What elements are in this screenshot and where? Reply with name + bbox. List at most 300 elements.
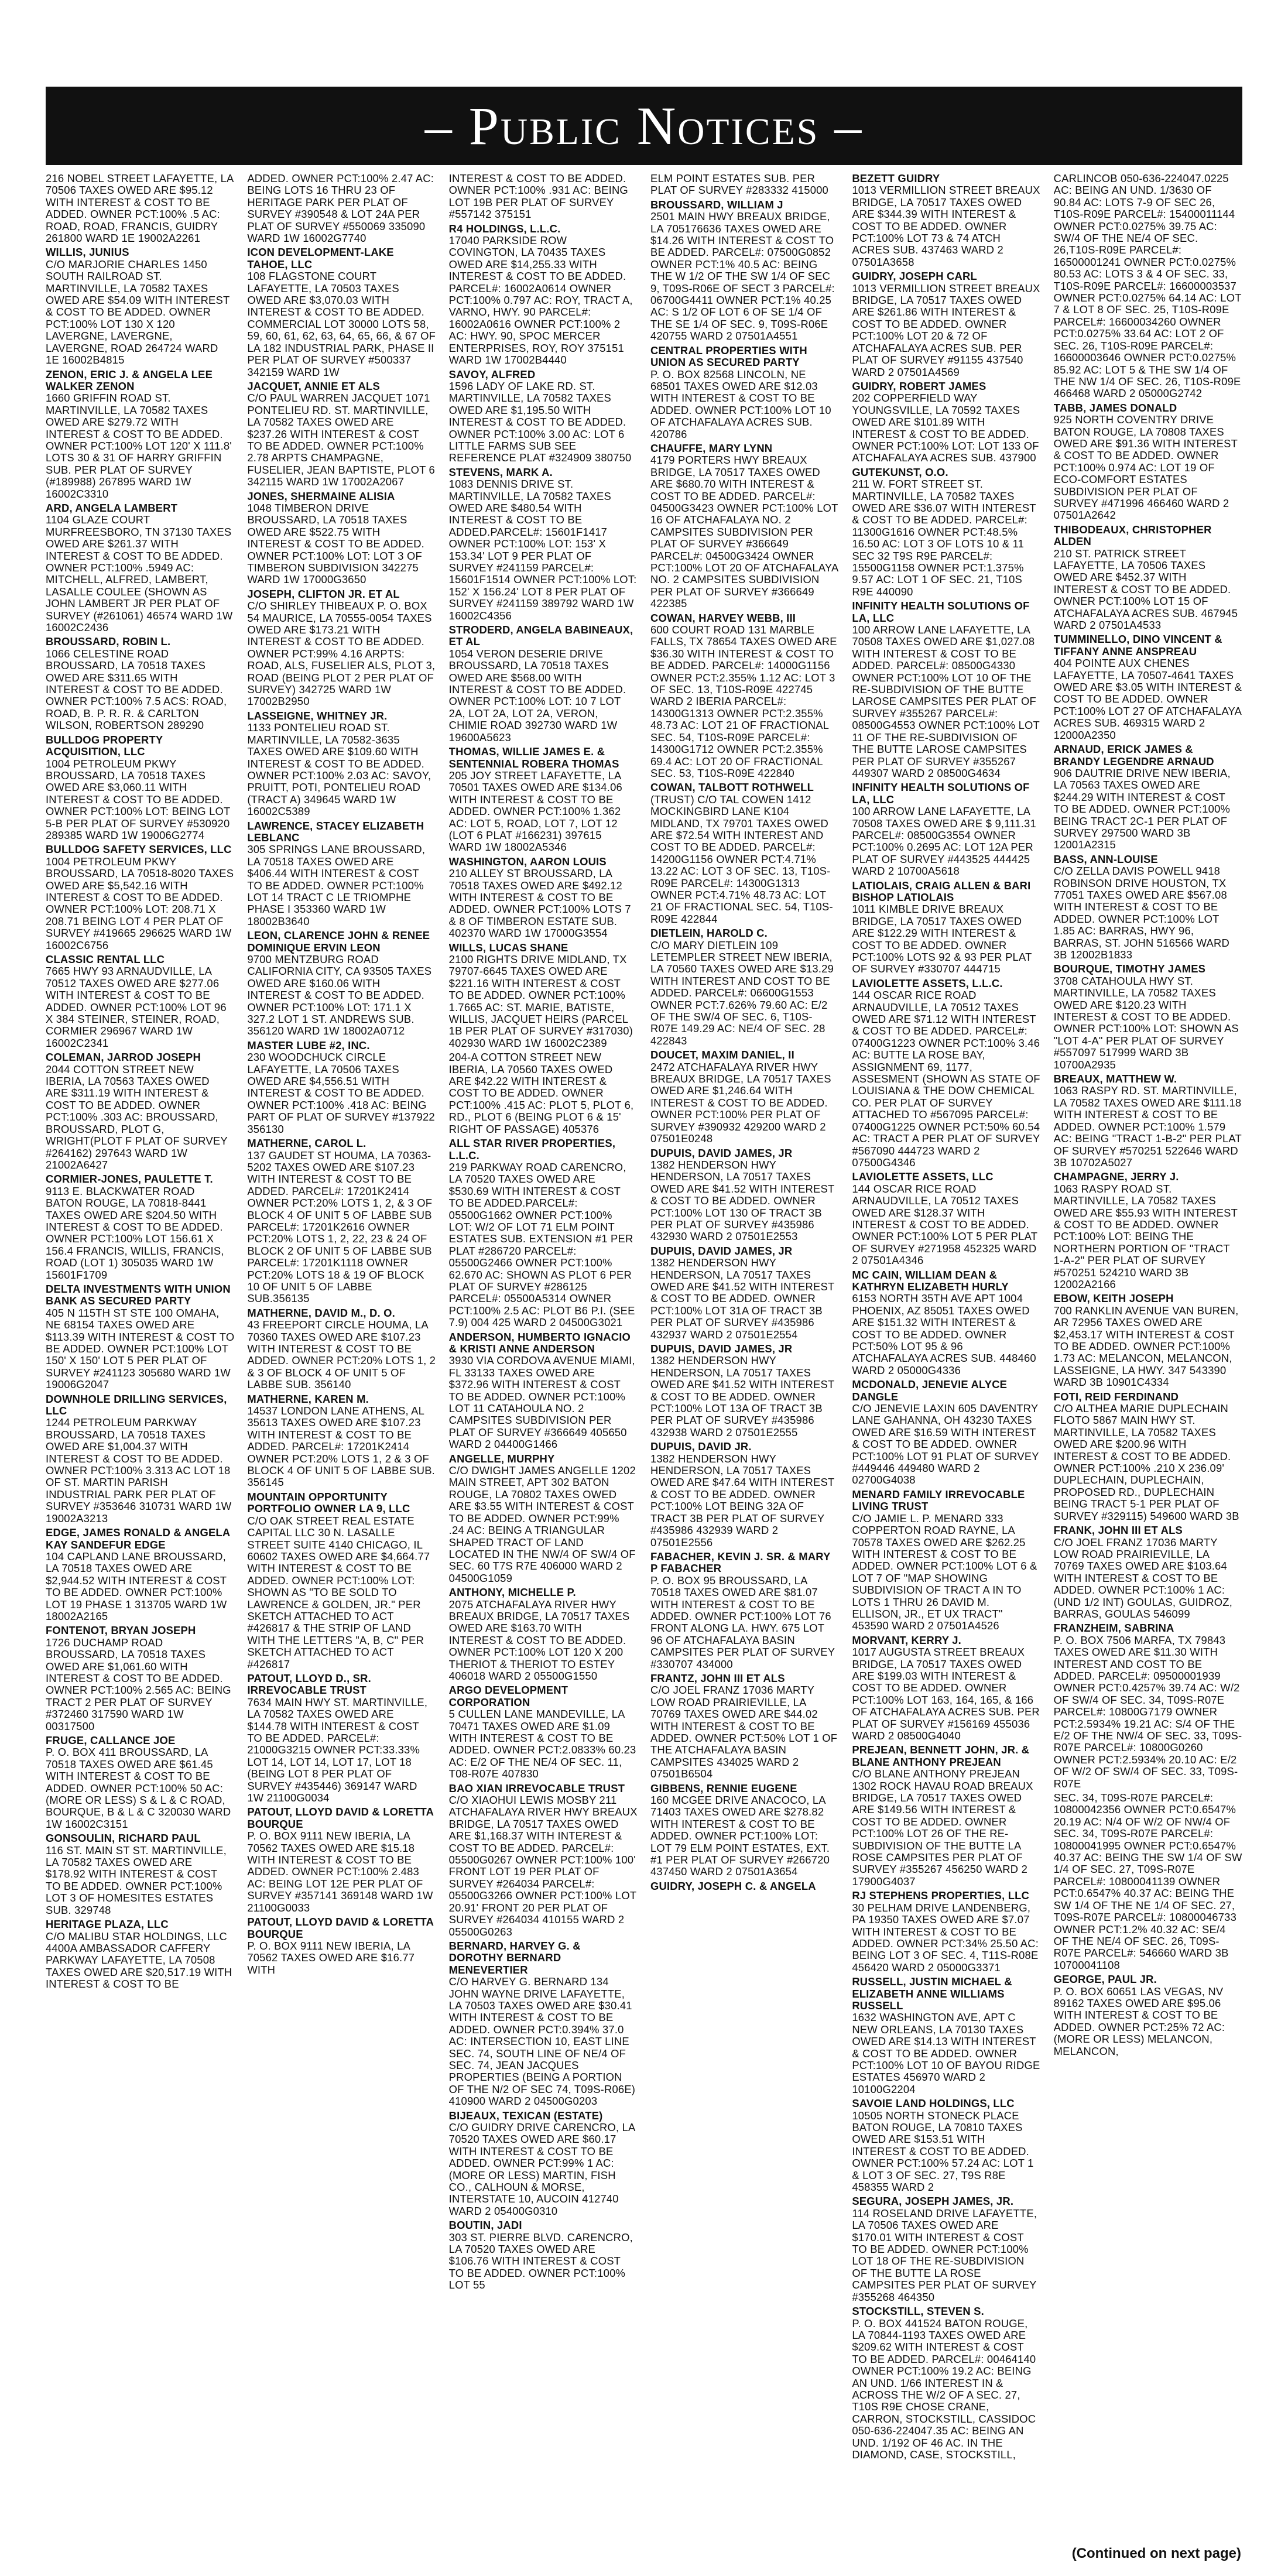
notice-owner-name: LATIOLAIS, CRAIG ALLEN & BARI BISHOP LATIOLAIS [852, 879, 1031, 903]
notice-entry [650, 1880, 839, 1892]
notice-body: 1382 HENDERSON HWY HENDERSON, LA 70517 TAXES OWED ARE $41.52 WITH INTEREST & COST TO BE ADDED. OWNER PCT:100% LOT 31A OF TRACT 3B PER PLAT OF SURVEY #435986 432937 WARD 2 07501E2554 [650, 1256, 835, 1341]
notice-entry [247, 1806, 436, 1914]
notice-entry [449, 1331, 638, 1451]
notice-body: 100 ARROW LANE LAFAYETTE, LA 70508 TAXES OWED ARE $ 9,111.31 PARCEL#: 08500G3554 OWNER PCT:100% 0.2695 AC: LOT 12A PER PLAT OF SURVEY #443525 444425 WARD 2 10700A5618 [852, 805, 1036, 878]
notice-entry [247, 173, 436, 244]
notice-entry [1054, 1792, 1242, 1971]
notice-entry [46, 734, 234, 842]
notice-owner-name: GUIDRY, JOSEPH C. & ANGELA [650, 1879, 816, 1892]
notice-body: C/O BLANE ANTHONY PREJEAN 1302 ROCK HAVAU ROAD BREAUX BRIDGE, LA 70517 TAXES OWED ARE $149.56 WITH INTEREST & COST TO BE ADDED. OWNER PCT:100% LOT 26 OF THE RE-SUBDIVISION OF THE BUTTE LA ROSE CAMPSITES PER PLAT OF SURVEY #355267 456250 WARD 2 17900G4037 [852, 1767, 1033, 1888]
notice-body: C/O JOEL FRANZ 17036 MARTY LOW ROAD PRAIRIEVILLE, LA 70769 TAXES OWED ARE $103.64 WITH INTEREST & COST TO BE ADDED. OWNER PCT:100% 1 AC: (UND 1/2 INT) GOULAS, GUIDROZ, BARRAS, GOULAS 546099 [1053, 1536, 1233, 1620]
notice-entry [46, 1283, 234, 1391]
notice-entry [1054, 1622, 1242, 1790]
notice-entry [247, 1040, 436, 1135]
notice-owner-name: BOURQUE, TIMOTHY JAMES [1053, 962, 1206, 975]
notice-body: 700 RANKLIN AVENUE VAN BUREN, AR 72956 TAXES OWED ARE $2,453.17 WITH INTEREST & COST TO BE ADDED. OWNER PCT:100% 1.73 AC: MELANCON, MELANCON, LASSEIGNE, LA HWY. 347 543390 WARD 3B 10901C4334 [1053, 1304, 1239, 1389]
notice-entry [46, 1393, 234, 1525]
notice-entry [449, 856, 638, 940]
notice-body: C/O ZELLA DAVIS POWELL 9418 ROBINSON DRIVE HOUSTON, TX 77051 TAXES OWED ARE $567.08 WITH INTEREST & COST TO BE ADDED. OWNER PCT:100% LOT 1.85 AC: BARRAS, HWY 96, BARRAS, ST. JOHN 516566 WARD 3B 12002B1833 [1053, 865, 1229, 961]
notice-body: 1004 PETROLEUM PKWY BROUSSARD, LA 70518 TAXES OWED ARE $3,060.11 WITH INTEREST & COST TO BE ADDED. OWNER PCT:100% LOT: BEING LOT 5-B PER PLAT OF SURVEY #530920 289385 WARD 1W 19006G2774 [46, 757, 231, 841]
notice-owner-name: BULLDOG SAFETY SERVICES, LLC [46, 843, 232, 856]
notice-body: 1066 CELESTINE ROAD BROUSSARD, LA 70518 TAXES OWED ARE $311.65 WITH INTEREST & COST TO BE ADDED. OWNER PCT:100% 7.5 ACS: ROAD, ROAD, B. P. R. R. & CARLTON WILSON, ROBERTSON 289290 [46, 647, 227, 732]
notice-owner-name: FRUGE, CALLANCE JOE [46, 1734, 176, 1746]
notice-body: 1054 VERON DESERIE DRIVE BROUSSARD, LA 70518 TAXES OWED ARE $568.00 WITH INTEREST & COST TO BE ADDED. OWNER PCT:100% LOT: 10 7 LOT 2A, LOT 2A, LOT 2A, VERON, CHIMIE ROAD 392730 WARD 1W 19600A5623 [448, 647, 626, 744]
notice-body: 144 OSCAR RICE ROAD ARNAUDVILLE, LA 70512 TAXES OWED ARE $71.12 WITH INTEREST & COST TO BE ADDED. PARCEL#: 07400G1223 OWNER PCT:100% 3.46 AC: BUTTE LA ROSE BAY, ASSIGNMENT 69, 1177, ASSESMENT (SHOWN AS STATE OF LOUISIANA & THE DOW CHEMICAL CO. PER PLAT OF SURVEY ATTACHED TO #567095 PARCEL#: 07400G1225 OWNER PCT:50% 60.54 AC: TRACT A PER PLAT OF SURVEY #567090 444723 WARD 2 07500G4346 [852, 989, 1040, 1169]
column-3 [449, 173, 638, 2544]
notice-entry [449, 1684, 638, 1780]
notice-owner-name: EDGE, JAMES RONALD & ANGELA KAY SANDEFUR EDGE [46, 1526, 230, 1551]
notice-body: 30 PELHAM DRIVE LANDENBERG, PA 19350 TAXES OWED ARE $7.07 WITH INTEREST & COST TO BE ADDED. OWNER PCT:34% 25.50 AC: BEING LOT 3 OF SEC. 4, T11S-R08E 456420 WARD 2 05000G3371 [852, 1901, 1039, 1974]
notice-owner-name: GEORGE, PAUL JR. [1053, 1973, 1157, 1986]
notice-owner-name: FRANK, JOHN III ET ALS [1053, 1524, 1183, 1537]
notice-owner-name: ANDERSON, HUMBERTO IGNACIO & KRISTI ANNE ANDERSON [448, 1330, 631, 1355]
notice-body: 906 DAUTRIE DRIVE NEW IBERIA, LA 70563 TAXES OWED ARE $244.29 WITH INTEREST & COST TO BE ADDED. OWNER PCT:100% BEING TRACT 2C-1 PER PLAT OF SURVEY 297500 WARD 3B 12001A2315 [1053, 766, 1231, 851]
notice-body: 17040 PARKSIDE ROW COVINGTON, LA 70435 TAXES OWED ARE $14,255.33 WITH INTEREST & COST TO BE ADDED. PARCEL#: 16002A0614 OWNER PCT:100% 0.797 AC: ROY, TRACT A, VARNO, HWY. 90 PARCEL#: 16002A0616 OWNER PCT:100% 2 AC: HWY. 90, SPOC MERCER ENTERPRISES, ROY, ROY 375151 WARD 1W 17002B4440 [448, 234, 633, 366]
notice-entry [247, 1393, 436, 1489]
notice-entry [247, 588, 436, 708]
notice-owner-name: SAVOIE LAND HOLDINGS, LLC [852, 2097, 1015, 2110]
notice-owner-name: ARGO DEVELOPMENT CORPORATION [448, 1684, 568, 1708]
notice-entry [449, 942, 638, 1050]
notice-entry [247, 930, 436, 1037]
notice-entry [46, 246, 234, 366]
notice-entry [650, 1551, 839, 1670]
notice-body: 1013 VERMILLION STREET BREAUX BRIDGE, LA 70517 TAXES OWED ARE $344.39 WITH INTEREST & COST TO BE ADDED. OWNER PCT:100% LOT 73 & 74 ATCH ACRES SUB. 437463 WARD 2 07501A3658 [852, 184, 1040, 268]
notice-entry [247, 246, 436, 378]
notice-owner-name: INFINITY HEALTH SOLUTIONS OF LA, LLC [852, 600, 1030, 624]
notice-body: 216 NOBEL STREET LAFAYETTE, LA 70506 TAXES OWED ARE $95.12 WITH INTEREST & COST TO BE ADDED. OWNER PCT:100% .5 AC: ROAD, ROAD, FRANCIS, GUIDRY 261800 WARD 1E 19002A2261 [46, 173, 234, 245]
notice-body: C/O JENEVIE LAXIN 605 DAVENTRY LANE GAHANNA, OH 43230 TAXES OWED ARE $16.59 WITH INTEREST & COST TO BE ADDED. OWNER PCT:100% LOT 91 PLAT OF SURVEY #449446 449480 WARD 2 02700G4038 [852, 1402, 1039, 1486]
notice-columns [46, 173, 1242, 2544]
notice-owner-name: LAVIOLETTE ASSETS, L.L.C. [852, 977, 1003, 989]
notice-owner-name: MC CAIN, WILLIAM DEAN & KATHRYN ELIZABETH HURLY [852, 1268, 1009, 1293]
notice-body: (TRUST) C/O TAL COWEN 1412 MOCKINGBIRD LANE K104 MIDLAND, TX 79701 TAXES OWED ARE $72.54 WITH INTEREST AND COST TO BE ADDED. PARCEL#: 14200G1156 OWNER PCT:4.71% 13.22 AC: LOT 3 OF SEC. 13, T10S-R09E PARCEL#: 14300G1313 OWNER PCT:4.71% 48.73 AC: LOT 21 OF FRACTIONAL SEC. 54, T10S-R09E 422844 [650, 793, 833, 925]
notice-owner-name: FRANTZ, JOHN III ET ALS [650, 1671, 785, 1684]
notice-entry [852, 2195, 1040, 2303]
notice-body: 1632 WASHINGTON AVE, APT C NEW ORLEANS, LA 70130 TAXES OWED ARE $14.13 WITH INTEREST & COST TO BE ADDED. OWNER PCT:100% LOT 10 OF BAYOU RIDGE ESTATES 456970 WARD 2 10100G2204 [852, 2011, 1040, 2095]
notice-entry [449, 223, 638, 366]
notice-owner-name: JONES, SHERMAINE ALISIA [247, 489, 395, 502]
notice-body: C/O ALTHEA MARIE DUPLECHAIN FLOTO 5867 MAIN HWY ST. MARTINVILLE, LA 70582 TAXES OWED ARE $200.96 WITH INTEREST & COST TO BE ADDED. OWNER PCT:100% .210 X 236.09' DUPLECHAIN, DUPLECHAIN, PROPOSED RD., DUPLECHAIN BEING TRACT 5-1 PER PLAT OF SURVEY #329115) 549600 WARD 3B [1053, 1402, 1239, 1522]
notice-body: INTEREST & COST TO BE ADDED. OWNER PCT:100% .931 AC: BEING LOT 19B PER PLAT OF SURVEY #557142 375151 [448, 173, 628, 221]
notice-entry [650, 1147, 839, 1243]
notice-owner-name: COWAN, TALBOTT ROTHWELL [650, 781, 814, 794]
notice-body: 2044 COTTON STREET NEW IBERIA, LA 70563 TAXES OWED ARE $311.19 WITH INTEREST & COST TO BE ADDED. OWNER PCT:100% .303 AC: BROUSSARD, BROUSSARD, PLOT G, WRIGHT(PLOT F PLAT OF SURVEY #264162) 297643 WARD 1W 21002A6427 [46, 1063, 228, 1171]
notice-body: 205 JOY STREET LAFAYETTE, LA 70501 TAXES OWED ARE $134.06 WITH INTEREST & COST TO BE ADDED. OWNER PCT:100% 1.362 AC: LOT 5, ROAD, LOT 7, LOT 12 (LOT 6 PLAT #166231) 397615 WARD 1W 18002A5346 [448, 769, 622, 854]
notice-body: 1004 PETROLEUM PKWY BROUSSARD, LA 70518-8020 TAXES OWED ARE $5,542.16 WITH INTEREST & COST TO BE ADDED. OWNER PCT:100% LOT: 208.71 X 208.71 BEING LOT 4 PER PLAT OF SURVEY #419665 296625 WARD 1W 16002C6756 [46, 855, 234, 951]
notice-entry [46, 1919, 234, 1990]
notice-owner-name: SAVOY, ALFRED [448, 368, 536, 381]
notice-body: 137 GAUDET ST HOUMA, LA 70363-5202 TAXES OWED ARE $107.23 WITH INTEREST & COST TO BE ADDED. PARCEL#: 17201K2414 OWNER PCT:20% LOTS 1, 2, & 3 OF BLOCK 4 OF UNIT 5 OF LABBE SUB PARCEL#: 17201K2616 OWNER PCT:20% LOTS 1, 2, 22, 23 & 24 OF BLOCK 2 OF UNIT 5 OF LABBE SUB PARCEL#: 17201K1118 OWNER PCT:20% LOTS 18 & 19 OF BLOCK 10 OF UNIT 5 OF LABBE SUB.356135 [247, 1149, 433, 1305]
notice-owner-name: DUPUIS, DAVID JR. [650, 1440, 752, 1453]
notice-entry [650, 1245, 839, 1341]
notice-body: P. O. BOX 9111 NEW IBERIA, LA 70562 TAXES OWED ARE $16.77 WITH [247, 1939, 415, 1976]
notice-entry [852, 600, 1040, 779]
notice-entry [852, 1489, 1040, 1632]
notice-entry [852, 2098, 1040, 2193]
notice-owner-name: RUSSELL, JUSTIN MICHAEL & ELIZABETH ANNE WILLIAMS RUSSELL [852, 1975, 1012, 2012]
notice-owner-name: FRANZHEIM, SABRINA [1053, 1622, 1174, 1635]
notice-entry [247, 1916, 436, 1976]
notice-entry [247, 710, 436, 818]
notice-body: 108 FLAGSTONE COURT LAFAYETTE, LA 70503 TAXES OWED ARE $3,070.03 WITH INTEREST & COST TO BE ADDED. COMMERCIAL LOT 30000 LOTS 58, 59, 60, 61, 62, 63, 64, 65, 66, & 67 OF LA 182 INDUSTRIAL PARK, PHASE II PER PLAT OF SURVEY #500337 342159 WARD 1W [247, 270, 436, 378]
notice-owner-name: TUMMINELLO, DINO VINCENT & TIFFANY ANNE ANSPREAU [1053, 633, 1222, 657]
notice-body: C/O MARJORIE CHARLES 1450 SOUTH RAILROAD ST. MARTINVILLE, LA 70582 TAXES OWED ARE $54.09 WITH INTEREST & COST TO BE ADDED. OWNER PCT:100% LOT 130 X 120 LAVERGNE, LAVERGNE, LAVERGNE, ROAD 264724 WARD 1E 16002B4815 [46, 258, 230, 366]
notice-body: 1382 HENDERSON HWY HENDERSON, LA 70517 TAXES OWED ARE $47.64 WITH INTEREST & COST TO BE ADDED. OWNER PCT:100% LOT BEING 32A OF TRACT 3B PER PLAT OF SURVEY #435986 432939 WARD 2 07501E2556 [650, 1452, 835, 1549]
page-title: – Public Notices – [424, 96, 864, 156]
notice-owner-name: ARD, ANGELA LAMBERT [46, 501, 178, 514]
notice-body: C/O PAUL WARREN JACQUET 1071 PONTELIEU RD. ST. MARTINVILLE, LA 70582 TAXES OWED ARE $237.26 WITH INTEREST & COST TO BE ADDED. OWNER PCT:100% 2.78 ARPTS CHAMPAGNE, FUSELIER, JEAN BAPTISTE, PLOT 6 342115 WARD 1W 17002A2067 [247, 392, 435, 488]
notice-entry [650, 612, 839, 780]
notice-entry [852, 467, 1040, 598]
notice-body: C/O SHIRLEY THIBEAUX P. O. BOX 54 MAURICE, LA 70555-0054 TAXES OWED ARE $173.21 WITH INTEREST & COST TO BE ADDED. OWNER PCT:99% 4.16 ARPTS: ROAD, ALS, FUSELIER ALS, PLOT 3, ROAD (BEING PLOT 2 PER PLAT OF SURVEY) 342725 WARD 1W 17002B2950 [247, 600, 436, 708]
notice-entry [650, 173, 839, 197]
notice-entry [1054, 524, 1242, 632]
notice-owner-name: CLASSIC RENTAL LLC [46, 953, 165, 965]
notice-body: CARLINCOB 050-636-224047.0225 AC: BEING AN UND. 1/3630 OF 90.84 AC: LOTS 7-9 OF SEC 26, T10S-R09E PARCEL#: 15400011144 OWNER PCT:0.0275% 39.75 AC: SW/4 OF THE NE/4 OF SEC. 26,T10S-R09E PARCEL#: 16500001241 OWNER PCT:0.0275% 80.53 AC: LOTS 3 & 4 OF SEC. 33, T10S-R09E PARCEL#: 16600003537 OWNER PCT:0.0275% 64.14 AC: LOT 7 & LOT 8 OF SEC. 25, T10S-R09E PARCEL#: 16600034260 OWNER PCT:0.0275% 33.64 AC: LOT 2 OF SEC. 26, T10S-R09E PARCEL#: 16600003646 OWNER PCT:0.0275% 85.92 AC: LOT 5 & THE SW 1/4 OF THE NW 1/4 OF SEC. 26, T10S-R09E 466468 WARD 2 05000G2742 [1053, 173, 1242, 400]
notice-owner-name: DIETLEIN, HAROLD C. [650, 927, 768, 940]
notice-body: 1083 DENNIS DRIVE ST. MARTINVILLE, LA 70582 TAXES OWED ARE $480.54 WITH INTEREST & COST TO BE ADDED.PARCEL#: 15601F1417 OWNER PCT:100% LOT: 153' X 153.34' LOT 9 PER PLAT OF SURVEY #241159 PARCEL#: 15601F1514 OWNER PCT:100% LOT: 152' X 156.24' LOT 8 PER PLAT OF SURVEY #241159 389792 WARD 1W 16002C4356 [448, 478, 637, 622]
notice-entry [46, 1051, 234, 1171]
notice-owner-name: PATOUT, LLOYD DAVID & LORETTA BOURQUE [247, 1916, 434, 1940]
notice-owner-name: LEON, CLARENCE JOHN & RENEE DOMINIQUE ERVIN LEON [247, 929, 430, 954]
notice-entry [449, 624, 638, 744]
notice-owner-name: ZENON, ERIC J. & ANGELA LEE WALKER ZENON [46, 368, 213, 392]
notice-entry [449, 1587, 638, 1682]
notice-body: 1382 HENDERSON HWY HENDERSON, LA 70517 TAXES OWED ARE $41.52 WITH INTEREST & COST TO BE ADDED. OWNER PCT:100% LOT 130 OF TRACT 3B PER PLAT OF SURVEY #435986 432930 WARD 2 07501E2553 [650, 1158, 835, 1243]
notice-body: 7665 HWY 93 ARNAUDVILLE, LA 70512 TAXES OWED ARE $277.06 WITH INTEREST & COST TO BE ADDED. OWNER PCT:100% LOT 96 X 384 STEINER, STEINER, ROAD, CORMIER 296967 WARD 1W 16002C2341 [46, 965, 227, 1049]
notice-entry [1054, 1974, 1242, 2057]
notice-entry [247, 1491, 436, 1670]
notice-owner-name: THOMAS, WILLIE JAMES E. & SENTENNIAL ROBERA THOMAS [448, 745, 619, 770]
notice-owner-name: RJ STEPHENS PROPERTIES, LLC [852, 1889, 1030, 1902]
notice-entry [247, 491, 436, 586]
notice-body: 3708 CATAHOULA HWY ST. MARTINVILLE, LA 70582 TAXES OWED ARE $120.23 WITH INTEREST & COST TO BE ADDED. OWNER PCT:100% LOT: SHOWN AS "LOT 4-A" PER PLAT OF SURVEY #557097 517999 WARD 3B 10700A2935 [1053, 974, 1239, 1071]
notice-owner-name: BEZETT GUIDRY [852, 173, 940, 184]
notice-owner-name: PATOUT, LLOYD D., SR. IRREVOCABLE TRUST [247, 1671, 371, 1697]
notice-entry [1054, 963, 1242, 1071]
notice-entry [1054, 1293, 1242, 1388]
notice-owner-name: LAWRENCE, STACEY ELIZABETH LEBLANC [247, 819, 424, 844]
notice-entry [449, 1783, 638, 1938]
notice-owner-name: MCDONALD, JENEVIE ALYCE DANGLE [852, 1378, 1008, 1403]
notice-body: P. O. BOX 9111 NEW IBERIA, LA 70562 TAXES OWED ARE $15.18 WITH INTEREST & COST TO BE ADDED. OWNER PCT:100% 2.483 AC: BEING LOT 12E PER PLAT OF SURVEY #357141 369148 WARD 1W 21100G0033 [247, 1830, 433, 1914]
notice-entry [852, 978, 1040, 1169]
notice-entry [247, 1673, 436, 1804]
notice-entry [1054, 1525, 1242, 1620]
notice-entry [1054, 854, 1242, 961]
notice-body: 14537 LONDON LANE ATHENS, AL 35613 TAXES OWED ARE $107.23 WITH INTEREST & COST TO BE ADDED. PARCEL#: 17201K2414 OWNER PCT:20% LOTS 1, 2 & 3 OF BLOCK 4 OF UNIT 5 OF LABBE SUB. 356145 [247, 1405, 435, 1489]
notice-owner-name: GUTEKUNST, O.O. [852, 465, 948, 478]
notice-entry [650, 443, 839, 610]
notice-owner-name: EBOW, KEITH JOSEPH [1053, 1292, 1174, 1305]
notice-entry [46, 369, 234, 500]
notice-owner-name: JOSEPH, CLIFTON JR. ET AL [247, 587, 400, 600]
notice-body: 230 WOODCHUCK CIRCLE LAFAYETTE, LA 70506 TAXES OWED ARE $4,556.51 WITH INTEREST & COST TO BE ADDED. OWNER PCT:100% .418 AC: BEING PART OF PLAT OF SURVEY #137922 356130 [247, 1051, 435, 1135]
notice-entry [247, 381, 436, 488]
notice-entry [1054, 173, 1242, 400]
column-1 [46, 173, 234, 2544]
notice-body: 1726 DUCHAMP ROAD BROUSSARD, LA 70518 TAXES OWED ARE $1,061.60 WITH INTEREST & COST TO BE ADDED. OWNER PCT:100% 2.565 AC: BEING TRACT 2 PER PLAT OF SURVEY #372460 317590 WARD 1W 00317500 [46, 1636, 231, 1732]
notice-entry [852, 1171, 1040, 1266]
notice-owner-name: THIBODEAUX, CHRISTOPHER ALDEN [1053, 523, 1212, 548]
notice-entry [650, 345, 839, 440]
notice-owner-name: DOWNHOLE DRILLING SERVICES, LLC [46, 1392, 227, 1417]
notice-entry [650, 1049, 839, 1145]
notice-entry [449, 1138, 638, 1329]
notice-entry [852, 1976, 1040, 2095]
notice-body: 1011 KIMBLE DRIVE BREAUX BRIDGE, LA 70517 TAXES OWED ARE $122.29 WITH INTEREST & COST TO BE ADDED. OWNER PCT:100% LOTS 92 & 93 PER PLAT OF SURVEY #330707 444715 [852, 903, 1032, 975]
notice-owner-name: WILLS, LUCAS SHANE [448, 941, 568, 954]
notice-entry [247, 820, 436, 928]
notice-entry [650, 1343, 839, 1438]
notice-entry [650, 927, 839, 1047]
notice-entry [46, 844, 234, 951]
notice-entry [1054, 1171, 1242, 1290]
notice-owner-name: STOCKSTILL, STEVEN S. [852, 2305, 984, 2318]
notice-owner-name: SEGURA, JOSEPH JAMES, JR. [852, 2195, 1014, 2208]
notice-entry [247, 1138, 436, 1305]
notice-owner-name: PATOUT, LLOYD DAVID & LORETTA BOURQUE [247, 1806, 434, 1830]
notice-entry [46, 1735, 234, 1830]
notice-owner-name: PREJEAN, BENNETT JOHN, JR. & BLANE ANTHONY PREJEAN [852, 1743, 1030, 1768]
notice-body: 43 FREEPORT CIRCLE HOUMA, LA 70360 TAXES OWED ARE $107.23 WITH INTEREST & COST TO BE ADDED. OWNER PCT:20% LOTS 1, 2 & 3 OF BLOCK 4 OF UNIT 5 OF LABBE SUB. 356140 [247, 1318, 436, 1391]
notice-body: C/O OAK STREET REAL ESTATE CAPITAL LLC 30 N. LASALLE STREET SUITE 4140 CHICAGO, IL 60602 TAXES OWED ARE $4,664.77 WITH INTEREST & COST TO BE ADDED. OWNER PCT:100% LOT: SHOWN AS "TO BE SOLD TO LAWRENCE & GOLDEN, JR." PER SKETCH ATTACHED TO ACT #426817 & THE STRIP OF LAND WITH THE LETTERS "A, B, C" PER SKETCH ATTACHED TO ACT #426817 [247, 1514, 430, 1670]
notice-owner-name: MASTER LUBE #2, INC. [247, 1039, 370, 1051]
notice-entry [650, 1441, 839, 1549]
notice-body: 404 POINTE AUX CHENES LAFAYETTE, LA 70507-4641 TAXES OWED ARE $3.05 WITH INTEREST & COST TO BE ADDED. OWNER PCT:100% LOT 27 OF ATCHAFALAYA ACRES SUB. 469315 WARD 2 12000A2350 [1053, 657, 1242, 741]
notice-body: C/O JOEL FRANZ 17036 MARTY LOW ROAD PRAIRIEVILLE, LA 70769 TAXES OWED ARE $44.02 WITH INTEREST & COST TO BE ADDED. OWNER PCT:50% LOT 1 OF THE ATCHAFALAYA BASIN CAMPSITES 434025 WARD 2 07501B6504 [650, 1684, 838, 1780]
notice-body: 600 COURT ROAD 131 MARBLE FALLS, TX 78654 TAXES OWED ARE $36.30 WITH INTEREST & COST TO BE ADDED. PARCEL#: 14000G1156 OWNER PCT:2.355% 1.12 AC: LOT 3 OF SEC. 13, T10S-R09E 422745 WARD 2 IBERIA PARCEL#: 14300G1313 OWNER PCT:2.355% 48.73 AC: LOT 21 OF FRACTIONAL SEC. 54, T10S-R09E PARCEL#: 14300G1712 OWNER PCT:2.355% 69.4 AC: LOT 20 OF FRACTIONAL SEC. 53, T10S-R09E 422840 [650, 624, 837, 779]
notice-body: C/O DWIGHT JAMES ANGELLE 1202 MAIN STREET, APT 302 BATON ROUGE, LA 70802 TAXES OWED ARE $3.55 WITH INTEREST & COST TO BE ADDED. OWNER PCT:99% .24 AC: BEING A TRIANGULAR SHAPED TRACT OF LAND LOCATED IN THE NW/4 OF SW/4 OF SEC. 60 T7S R7E 406000 WARD 2 04500G1059 [448, 1464, 636, 1584]
notice-body: 204-A COTTON STREET NEW IBERIA, LA 70560 TAXES OWED ARE $42.22 WITH INTEREST & COST TO BE ADDED. OWNER PCT:100% .415 AC: PLOT 5, PLOT 6, RD., PLOT 6 (BEING PLOT 6 & 15' RIGHT OF PASSAGE) 405376 [448, 1051, 634, 1135]
notice-owner-name: ANTHONY, MICHELLE P. [448, 1586, 576, 1599]
notice-owner-name: FOTI, REID FERDINAND [1053, 1390, 1179, 1403]
notice-body: P. O. BOX 60651 LAS VEGAS, NV 89162 TAXES OWED ARE $95.06 WITH INTEREST & COST TO BE ADDED. OWNER PCT:25% 72 AC: (MORE OR LESS) MELANCON, MELANCON, [1053, 1985, 1225, 2057]
notice-entry [449, 2219, 638, 2291]
notice-body: 2100 RIGHTS DRIVE MIDLAND, TX 79707-6645 TAXES OWED ARE $221.16 WITH INTEREST & COST TO BE ADDED. OWNER PCT:100% 1.7665 AC: ST. MARIE, BATISTE, WILLIS, JACQUET HEIRS (PARCEL 1B PER PLAT OF SURVEY #317030) 402930 WARD 1W 16002C2389 [448, 953, 633, 1049]
notice-entry [46, 1173, 234, 1281]
notice-entry [449, 467, 638, 622]
notice-entry [449, 2110, 638, 2218]
notice-owner-name: DOUCET, MAXIM DANIEL, II [650, 1049, 794, 1061]
notice-body: C/O HARVEY G. BERNARD 134 JOHN WAYNE DRIVE LAFAYETTE, LA 70503 TAXES OWED ARE $30.41 WITH INTEREST & COST TO BE ADDED. OWNER PCT:0.394% 37.0 AC: INTERSECTION 10, EAST LINE SEC. 74, SOUTH LINE OF NE/4 OF SEC. 74, JEAN JACQUES PROPERTIES (BEING A PORTION OF THE N/2 OF SEC 74, T09S-R06E) 410900 WARD 2 04500G0203 [448, 1975, 636, 2108]
notice-entry [650, 782, 839, 925]
notice-owner-name: MATHERNE, CAROL L. [247, 1137, 366, 1150]
notice-body: 144 OSCAR RICE ROAD ARNAUDVILLE, LA 70512 TAXES OWED ARE $128.37 WITH INTEREST & COST TO BE ADDED. OWNER PCT:100% LOT 5 PER PLAT OF SURVEY #271958 452325 WARD 2 07501A4346 [852, 1182, 1037, 1267]
notice-entry [852, 173, 1040, 268]
notice-owner-name: MOUNTAIN OPPORTUNITY PORTFOLIO OWNER LA 9, LLC [247, 1490, 410, 1515]
notice-entry [1054, 744, 1242, 851]
notice-owner-name: BAO XIAN IRREVOCABLE TRUST [448, 1782, 625, 1794]
notice-body: 1244 PETROLEUM PARKWAY BROUSSARD, LA 70518 TAXES OWED ARE $1,004.37 WITH INTEREST & COST TO BE ADDED. OWNER PCT:100% 3.313 AC LOT 18 OF ST. MARTIN PARISH INDUSTRIAL PARK PER PLAT OF SURVEY #353646 310731 WARD 1W 19002A3213 [46, 1416, 232, 1525]
notice-body: 211 W. FORT STREET ST. MARTINVILLE, LA 70582 TAXES OWED ARE $36.07 WITH INTEREST & COST TO BE ADDED. PARCEL#: 11300G1616 OWNER PCT:48.5% 16.50 AC: LOT 3 OF LOTS 10 & 11 SEC 32 T9S R9E PARCEL#: 15500G1158 OWNER PCT:1.375% 9.57 AC: LOT 1 OF SEC. 21, T10S R9E 440090 [852, 478, 1036, 598]
notice-body: C/O XIAOHUI LEWIS MOSBY 211 ATCHAFALAYA RIVER HWY BREAUX BRIDGE, LA 70517 TAXES OWED ARE $1,168.37 WITH INTEREST & COST TO BE ADDED. PARCEL#: 05500G0267 OWNER PCT:100% 100' FRONT LOT 19 PER PLAT OF SURVEY #264034 PARCEL#: 05500G3266 OWNER PCT:100% LOT 20.91' FRONT 20 PER PLAT OF SURVEY #264034 410155 WARD 2 05500G0263 [448, 1794, 638, 1938]
notice-body: 1017 AUGUSTA STREET BREAUX BRIDGE, LA 70517 TAXES OWED ARE $199.03 WITH INTEREST & COST TO BE ADDED. OWNER PCT:100% LOT 163, 164, 165, & 166 OF ATCHAFALAYA ACRES SUB. PER PLAT OF SURVEY #156169 455036 WARD 2 08500G4040 [852, 1646, 1040, 1742]
notice-entry [650, 1673, 839, 1780]
notice-body: 1013 VERMILLION STREET BREAUX BRIDGE, LA 70517 TAXES OWED ARE $261.86 WITH INTEREST & COST TO BE ADDED. OWNER PCT:100% LOT 20 & 72 OF ATCHAFALAYA ACRES SUB. PER PLAT OF SURVEY #91155 437540 WARD 2 07501A4569 [852, 282, 1040, 378]
column-6 [1054, 173, 1242, 2544]
notice-body: P. O. BOX 82568 LINCOLN, NE 68501 TAXES OWED ARE $12.03 WITH INTEREST & COST TO BE ADDED. OWNER PCT:100% LOT 10 OF ATCHAFALAYA ACRES SUB. 420786 [650, 368, 831, 440]
notice-owner-name: MATHERNE, DAVID M., D. O. [247, 1306, 395, 1319]
notice-entry [449, 1940, 638, 2108]
notice-body: 1660 GRIFFIN ROAD ST. MARTINVILLE, LA 70582 TAXES OWED ARE $279.72 WITH INTEREST & COST TO BE ADDED. OWNER PCT:100% LOT 120' X 111.8' LOTS 30 & 31 OF HARRY GRIFFIN SUB. PER PLAT OF SURVEY (#189988) 267895 WARD 1W 16002C3310 [46, 392, 232, 500]
notice-entry [852, 1379, 1040, 1486]
notice-owner-name: TABB, JAMES DONALD [1053, 401, 1177, 414]
notice-body: 210 ST. PATRICK STREET LAFAYETTE, LA 70506 TAXES OWED ARE $452.37 WITH INTEREST & COST TO BE ADDED. OWNER PCT:100% LOT 15 OF ATCHAFALAYA ACRES SUB. 467945 WARD 2 07501A4533 [1053, 547, 1238, 632]
notice-owner-name: CENTRAL PROPERTIES WITH UNION AS SECURED PARTY [650, 344, 807, 369]
notice-body: 9113 E. BLACKWATER ROAD BATON ROUGE, LA 70818-8441 TAXES OWED ARE $204.50 WITH INTEREST & COST TO BE ADDED. OWNER PCT:100% LOT 156.61 X 156.4 FRANCIS, WILLIS, FRANCIS, ROAD (LOT 1) 305035 WARD 1W 15601F1709 [46, 1184, 224, 1281]
notice-owner-name: STRODERD, ANGELA BABINEAUX, ET AL [448, 624, 633, 648]
notice-body: 405 N 115TH ST STE 100 OMAHA, NE 68154 TAXES OWED ARE $113.39 WITH INTEREST & COST TO BE ADDED. OWNER PCT:100% LOT 150' X 150' LOT 5 PER PLAT OF SURVEY #241123 305680 WARD 1W 19006G2047 [46, 1306, 235, 1391]
notice-body: 1063 RASPY RD. ST. MARTINVILLE, LA 70582 TAXES OWED ARE $111.18 WITH INTEREST & COST TO BE ADDED. OWNER PCT:100% 1.579 AC: BEING "TRACT 1-B-2" PER PLAT OF SURVEY #570251 522646 WARD 3B 10702A5027 [1053, 1084, 1242, 1169]
notice-body: 1596 LADY OF LAKE RD. ST. MARTINVILLE, LA 70582 TAXES OWED ARE $1,195.50 WITH INTEREST & COST TO BE ADDED. OWNER PCT:100% 3.00 AC: LOT 6 LITTLE FARMS SUB SEE REFERENCE PLAT #324909 380750 [448, 379, 632, 464]
notice-body: 210 ALLEY ST BROUSSARD, LA 70518 TAXES OWED ARE $492.12 WITH INTEREST & COST TO BE ADDED. OWNER PCT:100% LOTS 7 & 8 OF TIMBERON ESTATE SUB. 402370 WARD 1W 17000G3554 [448, 867, 631, 940]
notice-owner-name: INFINITY HEALTH SOLUTIONS OF LA, LLC [852, 781, 1030, 806]
notice-entry [1054, 1073, 1242, 1169]
notice-owner-name: R4 HOLDINGS, L.L.C. [448, 222, 561, 235]
notice-body: C/O MALIBU STAR HOLDINGS, LLC 4400A AMBASSADOR CAFFERY PARKWAY LAFAYETTE, LA 70508 TAXES OWED ARE $20,517.19 WITH INTEREST & COST TO BE [46, 1930, 232, 1991]
notice-body: C/O MARY DIETLEIN 109 LETEMPLER STREET NEW IBERIA, LA 70560 TAXES OWED ARE $13.29 WITH INTEREST AND COST TO BE ADDED. PARCEL#: 06600G1553 OWNER PCT:7.626% 79.60 AC: E/2 OF THE SW/4 OF SEC. 6, T10S-R07E 149.29 AC: NE/4 OF SEC. 28 422843 [650, 938, 834, 1047]
notice-owner-name: BERNARD, HARVEY G. & DOROTHY BERNARD MENEVERTIER [448, 1939, 581, 1976]
notice-body: 160 MCGEE DRIVE ANACOCO, LA 71403 TAXES OWED ARE $278.82 WITH INTEREST & COST TO BE ADDED. OWNER PCT:100% LOT: LOT 79 ELM POINT ESTATES, EXT. #1 PER PLAT OF SURVEY #266720 437450 WARD 2 07501A3654 [650, 1794, 830, 1878]
notice-owner-name: GUIDRY, JOSEPH CARL [852, 270, 977, 283]
notice-body: 114 ROSELAND DRIVE LAFAYETTE, LA 70506 TAXES OWED ARE $170.01 WITH INTEREST & COST TO BE ADDED. OWNER PCT:100% LOT 18 OF THE RE-SUBDIVISION OF THE BUTTE LA ROSE CAMPSITES PER PLAT OF SURVEY #355268 464350 [852, 2207, 1037, 2303]
notice-body: 3930 VIA CORDOVA AVENUE MIAMI, FL 33133 TAXES OWED ARE $372.96 WITH INTEREST & COST TO BE ADDED. OWNER PCT:100% LOT 11 CATAHOULA NO. 2 CAMPSITES SUBDIVISION PER PLAT OF SURVEY #366649 405650 WARD 2 04400G1466 [448, 1354, 635, 1451]
notice-body: 1382 HENDERSON HWY HENDERSON, LA 70517 TAXES OWED ARE $41.52 WITH INTEREST & COST TO BE ADDED. OWNER PCT:100% LOT 13A OF TRACT 3B PER PLAT OF SURVEY #435986 432938 WARD 2 07501E2555 [650, 1354, 835, 1438]
notice-body: 1063 RASPY ROAD ST. MARTINVILLE, LA 70582 TAXES OWED ARE $55.93 WITH INTEREST & COST TO BE ADDED. OWNER PCT:100% LOT: BEING THE NORTHERN PORTION OF "TRACT 1-A-2" PER PLAT OF SURVEY #570251 524210 WARD 3B 12002A2166 [1053, 1182, 1238, 1290]
notice-owner-name: ANGELLE, MURPHY [448, 1452, 555, 1465]
notice-entry [449, 1453, 638, 1584]
notice-owner-name: COWAN, HARVEY WEBB, III [650, 611, 796, 624]
notice-owner-name: DUPUIS, DAVID JAMES, JR [650, 1342, 793, 1355]
notice-entry [46, 1832, 234, 1916]
notice-entry [449, 369, 638, 464]
notice-entry [449, 173, 638, 221]
notice-entry [46, 502, 234, 633]
notice-body: 219 PARKWAY ROAD CARENCRO, LA 70520 TAXES OWED ARE $530.69 WITH INTEREST & COST TO BE ADDED.PARCEL#: 05500G1662 OWNER PCT:100% LOT: W/2 OF LOT 71 ELM POINT ESTATES SUB. EXTENSION #1 PER PLAT #286720 PARCEL#: 05500G2466 OWNER PCT:100% 62.670 AC: SHOWN AS PLOT 6 PER PLAT OF SURVEY #286125 PARCEL#: 05500A5314 OWNER PCT:100% 2.5 AC: PLOT B6 P.I. (SEE 7.9) 004 425 WARD 2 04500G3021 [448, 1160, 635, 1329]
notice-body: 9700 MENTZBURG ROAD CALIFORNIA CITY, CA 93505 TAXES OWED ARE $160.06 WITH INTEREST & COST TO BE ADDED. OWNER PCT:100% LOT: 171.1 X 327.2 LOT 1 ST. ANDREWS SUB. 356120 WARD 1W 18002A0712 [247, 953, 432, 1037]
notice-owner-name: GIBBENS, RENNIE EUGENE [650, 1782, 797, 1794]
notice-body: 5 CULLEN LANE MANDEVILLE, LA 70471 TAXES OWED ARE $1.09 WITH INTEREST & COST TO BE ADDED. OWNER PCT:2.0833% 60.23 AC: E/2 OF THE NE/4 OF SEC. 11, T08-R07E 407830 [448, 1708, 636, 1780]
notice-body: 2472 ATCHAFALAYA RIVER HWY BREAUX BRIDGE, LA 70517 TAXES OWED ARE $1,246.64 WITH INTEREST & COST TO BE ADDED. OWNER PCT:100% PER PLAT OF SURVEY #390932 429200 WARD 2 07501E0248 [650, 1060, 831, 1145]
notice-entry [449, 1051, 638, 1135]
notice-entry [449, 746, 638, 854]
notice-body: C/O GUIDRY DRIVE CARENCRO, LA 70520 TAXES OWED ARE $60.17 WITH INTEREST & COST TO BE ADDED. OWNER PCT:99% 1 AC: (MORE OR LESS) MARTIN, FISH CO., CALHOUN & MORSE, INTERSTATE 10, AUCOIN 412740 WARD 2 05400G0310 [448, 2121, 635, 2217]
notice-owner-name: ALL STAR RIVER PROPERTIES, L.L.C. [448, 1137, 616, 1162]
notice-body: 116 ST. MAIN ST ST. MARTINVILLE, LA 70582 TAXES OWED ARE $178.92 WITH INTEREST & COST TO BE ADDED. OWNER PCT:100% LOT 3 OF HOMESITES ESTATES SUB. 329748 [46, 1844, 227, 1916]
notice-entry [852, 381, 1040, 464]
notice-entry [46, 173, 234, 244]
notice-owner-name: DUPUIS, DAVID JAMES, JR [650, 1146, 793, 1159]
notice-body: ELM POINT ESTATES SUB. PER PLAT OF SURVEY #283332 415000 [650, 173, 828, 197]
notice-entry [852, 1635, 1040, 1742]
notice-owner-name: STEVENS, MARK A. [448, 465, 553, 478]
notice-owner-name: BULLDOG PROPERTY ACQUISITION, LLC [46, 733, 163, 758]
notice-entry [1054, 633, 1242, 741]
notice-entry [46, 1527, 234, 1622]
notice-owner-name: BROUSSARD, ROBIN L. [46, 635, 171, 648]
notice-entry [46, 954, 234, 1049]
notice-owner-name: LAVIOLETTE ASSETS, LLC [852, 1170, 994, 1183]
notice-owner-name: DUPUIS, DAVID JAMES, JR [650, 1244, 793, 1257]
notice-body: P. O. BOX 441524 BATON ROUGE, LA 70844-1193 TAXES OWED ARE $209.62 WITH INTEREST & COST TO BE ADDED. PARCEL#: 00464140 OWNER PCT:100% 19.2 AC: BEING AN UND. 1/66 INTEREST IN & ACROSS THE W/2 OF A SEC. 27, T10S R9E CHOSE CRANE, CARRON, STOCKSTILL, CASSIDOC 050-636-224047.35 AC: BEING AN UND. 1/192 OF 46 AC. IN THE DIAMOND, CASE, STOCKSTILL, [852, 2317, 1036, 2461]
notice-entry [852, 1269, 1040, 1377]
notice-entry [247, 1307, 436, 1391]
notice-body: 1048 TIMBERON DRIVE BROUSSARD, LA 70518 TAXES OWED ARE $522.75 WITH INTEREST & COST TO BE ADDED. OWNER PCT:100% LOT: LOT 3 OF TIMBERON SUBDIVISION 342275 WARD 1W 17000G3650 [247, 501, 424, 586]
notice-owner-name: CHAUFFE, MARY LYNN [650, 441, 773, 454]
notice-entry [46, 636, 234, 731]
notice-body: 2501 MAIN HWY BREAUX BRIDGE, LA 705176636 TAXES OWED ARE $14.26 WITH INTEREST & COST TO BE ADDED. PARCEL#: 07500G0852 OWNER PCT:1% 40.5 AC: BEING THE W 1/2 OF THE SW 1/4 OF SEC 9, T09S-R06E OF SECT 3 PARCEL#: 06700G4411 OWNER PCT:1% 40.25 AC: S 1/2 OF LOT 6 OF SE 1/4 OF THE SE 1/4 OF SEC. 9, T09S-R06E 420755 WARD 2 07501A4551 [650, 210, 835, 342]
notice-entry [650, 1783, 839, 1878]
notice-owner-name: JACQUET, ANNIE ET ALS [247, 379, 380, 392]
notice-owner-name: GUIDRY, ROBERT JAMES [852, 379, 986, 392]
notice-body: ADDED. OWNER PCT:100% 2.47 AC: BEING LOTS 16 THRU 23 OF HERITAGE PARK PER PLAT OF SURVEY #390548 & LOT 24A PER PLAT OF SURVEY #550069 335090 WARD 1W 16002G7740 [247, 173, 434, 245]
notice-owner-name: WASHINGTON, AARON LOUIS [448, 855, 607, 868]
notice-body: 925 NORTH COVENTRY DRIVE BATON ROUGE, LA 70808 TAXES OWED ARE $91.36 WITH INTEREST & COST TO BE ADDED. OWNER PCT:100% 0.974 AC: LOT 19 OF ECO-COMFORT ESTATES SUBDIVISION PER PLAT OF SURVEY #471996 466460 WARD 2 07501A2642 [1053, 413, 1238, 522]
notice-owner-name: DELTA INVESTMENTS WITH UNION BANK AS SECURED PARTY [46, 1282, 231, 1307]
notice-owner-name: MORVANT, KERRY J. [852, 1633, 961, 1646]
notice-owner-name: FONTENOT, BRYAN JOSEPH [46, 1624, 196, 1637]
notice-owner-name: MATHERNE, KAREN M. [247, 1392, 369, 1405]
notice-body: 7634 MAIN HWY ST. MARTINVILLE, LA 70582 TAXES OWED ARE $144.78 WITH INTEREST & COST TO BE ADDED. PARCEL#: 21000G3215 OWNER PCT:33.33% LOT 14, LOT 14, LOT 17, LOT 18 (BEING LOT 8 PER PLAT OF SURVEY #435446) 369147 WARD 1W 21100G0034 [247, 1695, 428, 1804]
continued-on-next-page: (Continued on next page) [1071, 2546, 1241, 2561]
notice-owner-name: BOUTIN, JADI [448, 2219, 522, 2232]
notice-owner-name: WILLIS, JUNIUS [46, 246, 129, 259]
notice-owner-name: MENARD FAMILY IRREVOCABLE LIVING TRUST [852, 1488, 1025, 1513]
notice-owner-name: CORMIER-JONES, PAULETTE T. [46, 1173, 213, 1186]
notice-owner-name: ARNAUD, ERICK JAMES & BRANDY LEGENDRE ARNAUD [1053, 743, 1214, 768]
notice-owner-name: HERITAGE PLAZA, LLC [46, 1918, 169, 1931]
notice-owner-name: ICON DEVELOPMENT-LAKE TAHOE, LLC [247, 246, 394, 270]
notice-body: 1104 GLAZE COURT MURFREESBORO, TN 37130 TAXES OWED ARE $261.37 WITH INTEREST & COST TO BE ADDED. OWNER PCT:100% .5949 AC: MITCHELL, ALFRED, LAMBERT, LASALLE COULEE (SHOWN AS JOHN LAMBERT JR PER PLAT OF SURVEY (#261061) 46574 WARD 1W 16002C2436 [46, 513, 233, 634]
notice-entry [852, 270, 1040, 378]
notice-entry [46, 1625, 234, 1732]
notice-body: 104 CAPLAND LANE BROUSSARD, LA 70518 TAXES OWED ARE $2,944.52 WITH INTEREST & COST TO BE ADDED. OWNER PCT:100% LOT 19 PHASE 1 313705 WARD 1W 18002A2165 [46, 1550, 227, 1622]
notice-body: P. O. BOX 95 BROUSSARD, LA 70518 TAXES OWED ARE $81.07 WITH INTEREST & COST TO BE ADDED. OWNER PCT:100% LOT 76 FRONT ALONG LA. HWY. 675 LOT 96 OF ATCHAFALAYA BASIN CAMPSITES PER PLAT OF SURVEY #330707 434000 [650, 1574, 835, 1670]
notice-entry [852, 1890, 1040, 1974]
notice-entry [852, 1744, 1040, 1888]
column-4 [650, 173, 839, 2544]
notice-entry [852, 782, 1040, 877]
notice-owner-name: GONSOULIN, RICHARD PAUL [46, 1832, 201, 1845]
notice-body: C/O JAMIE L. P. MENARD 333 COPPERTON ROAD RAYNE, LA 70578 TAXES OWED ARE $262.25 WITH INTEREST & COST TO BE ADDED. OWNER PCT:100% LOT 6 & LOT 7 OF "MAP SHOWING SUBDIVISION OF TRACT A IN TO LOTS 1 THRU 26 DAVID M. ELLISON, JR., ET UX TRACT" 453590 WARD 2 07501A4526 [852, 1512, 1037, 1632]
notice-owner-name: CHAMPAGNE, JERRY J. [1053, 1170, 1179, 1183]
notice-body: 202 COPPERFIELD WAY YOUNGSVILLE, LA 70592 TAXES OWED ARE $101.89 WITH INTEREST & COST TO BE ADDED. OWNER PCT:100% LOT: LOT 133 OF ATCHAFALAYA ACRES SUB. 437900 [852, 392, 1039, 464]
notice-body: P. O. BOX 7506 MARFA, TX 79843 TAXES OWED ARE $11.30 WITH INTEREST AND COST TO BE ADDED. PARCEL#: 09500001939 OWNER PCT:0.4257% 39.74 AC: W/2 OF SW/4 OF SEC. 34, T09S-R07E PARCEL#: 10800G7179 OWNER PCT:2.5934% 19.21 AC: S/4 OF THE E/2 OF THE NW/4 OF SEC. 33, T09S-R07E PARCEL#: 10800G0260 OWNER PCT:2.5934% 20.10 AC: E/2 OF W/2 OF SW/4 OF SEC. 33, T09S-R07E [1053, 1633, 1242, 1790]
notice-owner-name: LASSEIGNE, WHITNEY JR. [247, 709, 388, 722]
notice-owner-name: BIJEAUX, TEXICAN (ESTATE) [448, 2109, 603, 2122]
notice-entry [1054, 402, 1242, 522]
notice-body: 2075 ATCHAFALAYA RIVER HWY BREAUX BRIDGE, LA 70517 TAXES OWED ARE $163.70 WITH INTEREST & COST TO BE ADDED. OWNER PCT:100% LOT 120 X 200 THERIOT & THERIOT TO ESTEY 406018 WARD 2 05500G1550 [448, 1598, 630, 1682]
notice-body: 6153 NORTH 35TH AVE APT 1004 PHOENIX, AZ 85051 TAXES OWED ARE $151.32 WITH INTEREST & COST TO BE ADDED. OWNER PCT:50% LOT 95 & 96 ATCHAFALAYA ACRES SUB. 448460 WARD 2 05000G4336 [852, 1292, 1036, 1376]
column-5 [852, 173, 1040, 2544]
notice-body: 10505 NORTH STONECK PLACE BATON ROUGE, LA 70810 TAXES OWED ARE $153.51 WITH INTEREST & COST TO BE ADDED. OWNER PCT:100% 57.24 AC: LOT 1 & LOT 3 OF SEC. 27, T9S R8E 458355 WARD 2 [852, 2109, 1034, 2194]
notice-entry [1054, 1391, 1242, 1522]
notice-body: 4179 PORTERS HWY BREAUX BRIDGE, LA 70517 TAXES OWED ARE $680.70 WITH INTEREST & COST TO BE ADDED. PARCEL#: 04500G3423 OWNER PCT:100% LOT 16 OF ATCHAFALAYA NO. 2 CAMPSITES SUBDIVISION PER PLAT OF SURVEY #366649 PARCEL#: 04500G3424 OWNER PCT:100% LOT 20 OF ATCHAFALAYA NO. 2 CAMPSITES SUBDIVISION PER PLAT OF SURVEY #366649 422385 [650, 454, 838, 610]
notice-entry [650, 199, 839, 342]
notice-body: 1133 PONTELIEU ROAD ST. MARTINVILLE, LA 70582-3635 TAXES OWED ARE $109.60 WITH INTEREST & COST TO BE ADDED. OWNER PCT:100% 2.03 AC: SAVOY, PRUITT, POTI, PONTELIEU ROAD (TRACT A) 349645 WARD 1W 16002C5389 [247, 721, 431, 818]
notice-owner-name: COLEMAN, JARROD JOSEPH [46, 1051, 201, 1064]
notice-owner-name: FABACHER, KEVIN J. SR. & MARY P FABACHER [650, 1550, 831, 1575]
notice-entry [852, 880, 1040, 975]
notice-body: 100 ARROW LANE LAFAYETTE, LA 70508 TAXES OWED ARE $1,027.08 WITH INTEREST & COST TO BE ADDED. PARCEL#: 08500G4330 OWNER PCT:100% LOT 10 OF THE RE-SUBDIVISION OF THE BUTTE LAROSE CAMPSITES PER PLAT OF SURVEY #355267 PARCEL#: 08500G4553 OWNER PCT:100% LOT 11 OF THE RE-SUBDIVISION OF THE BUTTE LAROSE CAMPSITES PER PLAT OF SURVEY #355267 449307 WARD 2 08500G4634 [852, 624, 1040, 779]
notice-owner-name: BASS, ANN-LOUISE [1053, 852, 1158, 865]
notice-entry [852, 2306, 1040, 2461]
notice-body: 305 SPRINGS LANE BROUSSARD, LA 70518 TAXES OWED ARE $406.44 WITH INTEREST & COST TO BE ADDED. OWNER PCT:100% LOT 14 TRACT C LE TRIOMPHE PHASE I 353360 WARD 1W 18002B3640 [247, 843, 426, 927]
public-notices-banner [46, 87, 1242, 165]
notice-body: 303 ST. PIERRE BLVD. CARENCRO, LA 70520 TAXES OWED ARE $106.76 WITH INTEREST & COST TO BE ADDED. OWNER PCT:100% LOT 55 [448, 2231, 633, 2291]
